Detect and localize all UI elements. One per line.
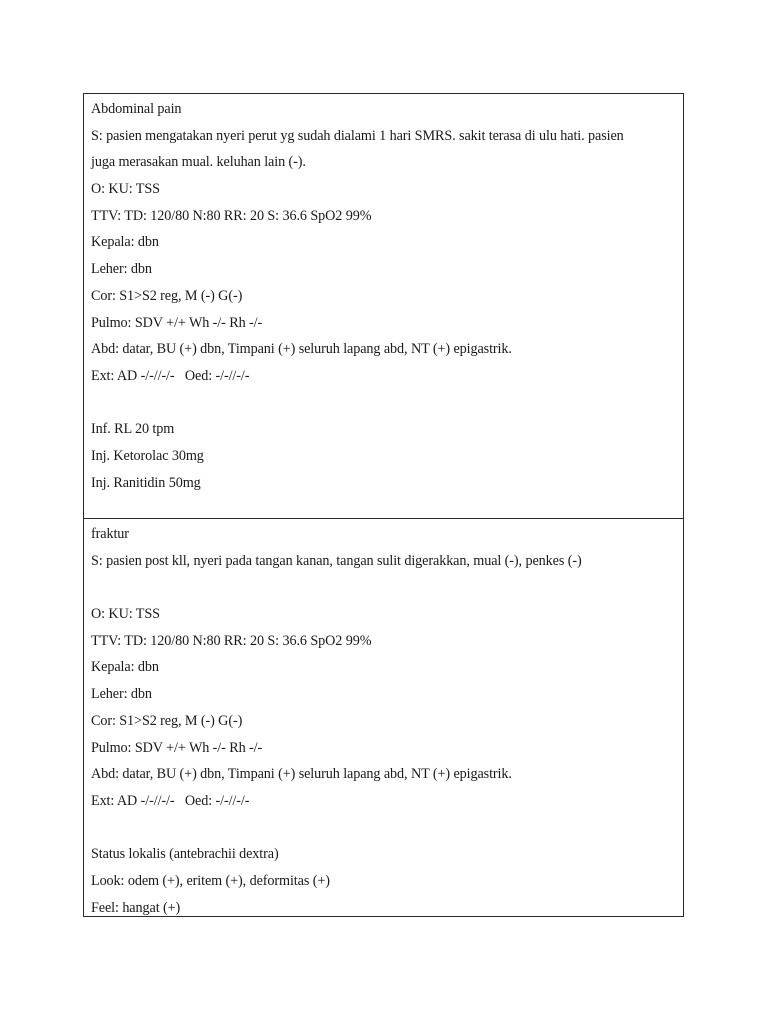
entry-abdominal-pain xyxy=(84,94,683,518)
vital-signs-line: TTV: TD: 120/80 N:80 RR: 20 S: 36.6 SpO2 99% xyxy=(91,207,372,224)
blank-line xyxy=(91,574,676,601)
vital-signs-line: TTV: TD: 120/80 N:80 RR: 20 S: 36.6 SpO2 99% xyxy=(91,632,372,649)
exam-line: Ext: AD -/-//-/- Oed: -/-//-/- xyxy=(91,792,250,809)
exam-line: Pulmo: SDV +/+ Wh -/- Rh -/- xyxy=(91,739,263,756)
entry-title: Abdominal pain xyxy=(91,101,182,117)
entry-title: fraktur xyxy=(91,526,129,542)
exam-line: Ext: AD -/-//-/- Oed: -/-//-/- xyxy=(91,367,250,384)
subjective-line: S: pasien mengatakan nyeri perut yg sudah dialami 1 hari SMRS. sakit terasa di ulu hati. pasien xyxy=(91,127,624,144)
exam-line: Leher: dbn xyxy=(91,261,152,278)
plan-line: Inj. Ranitidin 50mg xyxy=(91,474,201,491)
exam-line: Abd: datar, BU (+) dbn, Timpani (+) seluruh lapang abd, NT (+) epigastrik. xyxy=(91,766,512,783)
objective-line: O: KU: TSS xyxy=(91,181,160,198)
plan-line: Inf. RL 20 tpm xyxy=(91,421,175,438)
exam-line: Cor: S1>S2 reg, M (-) G(-) xyxy=(91,712,243,729)
exam-line: Pulmo: SDV +/+ Wh -/- Rh -/- xyxy=(91,314,263,331)
blank-line xyxy=(91,815,676,842)
plan-line: Inj. Ketorolac 30mg xyxy=(91,447,204,464)
exam-line: Kepala: dbn xyxy=(91,234,159,251)
clinical-notes-table xyxy=(83,93,684,917)
exam-line: Leher: dbn xyxy=(91,686,152,703)
status-lokalis-line: Status lokalis (antebrachii dextra) xyxy=(91,846,279,863)
exam-line: Cor: S1>S2 reg, M (-) G(-) xyxy=(91,287,243,304)
exam-line: Kepala: dbn xyxy=(91,659,159,676)
status-lokalis-line: Feel: hangat (+) xyxy=(91,899,181,916)
blank-line xyxy=(91,390,676,417)
exam-line: Abd: datar, BU (+) dbn, Timpani (+) seluruh lapang abd, NT (+) epigastrik. xyxy=(91,341,512,358)
subjective-line: juga merasakan mual. keluhan lain (-). xyxy=(91,154,306,171)
status-lokalis-line: Look: odem (+), eritem (+), deformitas (+) xyxy=(91,872,330,889)
objective-line: O: KU: TSS xyxy=(91,606,160,623)
entry-fraktur xyxy=(84,518,683,916)
subjective-line: S: pasien post kll, nyeri pada tangan kanan, tangan sulit digerakkan, mual (-), penkes (-) xyxy=(91,552,582,569)
